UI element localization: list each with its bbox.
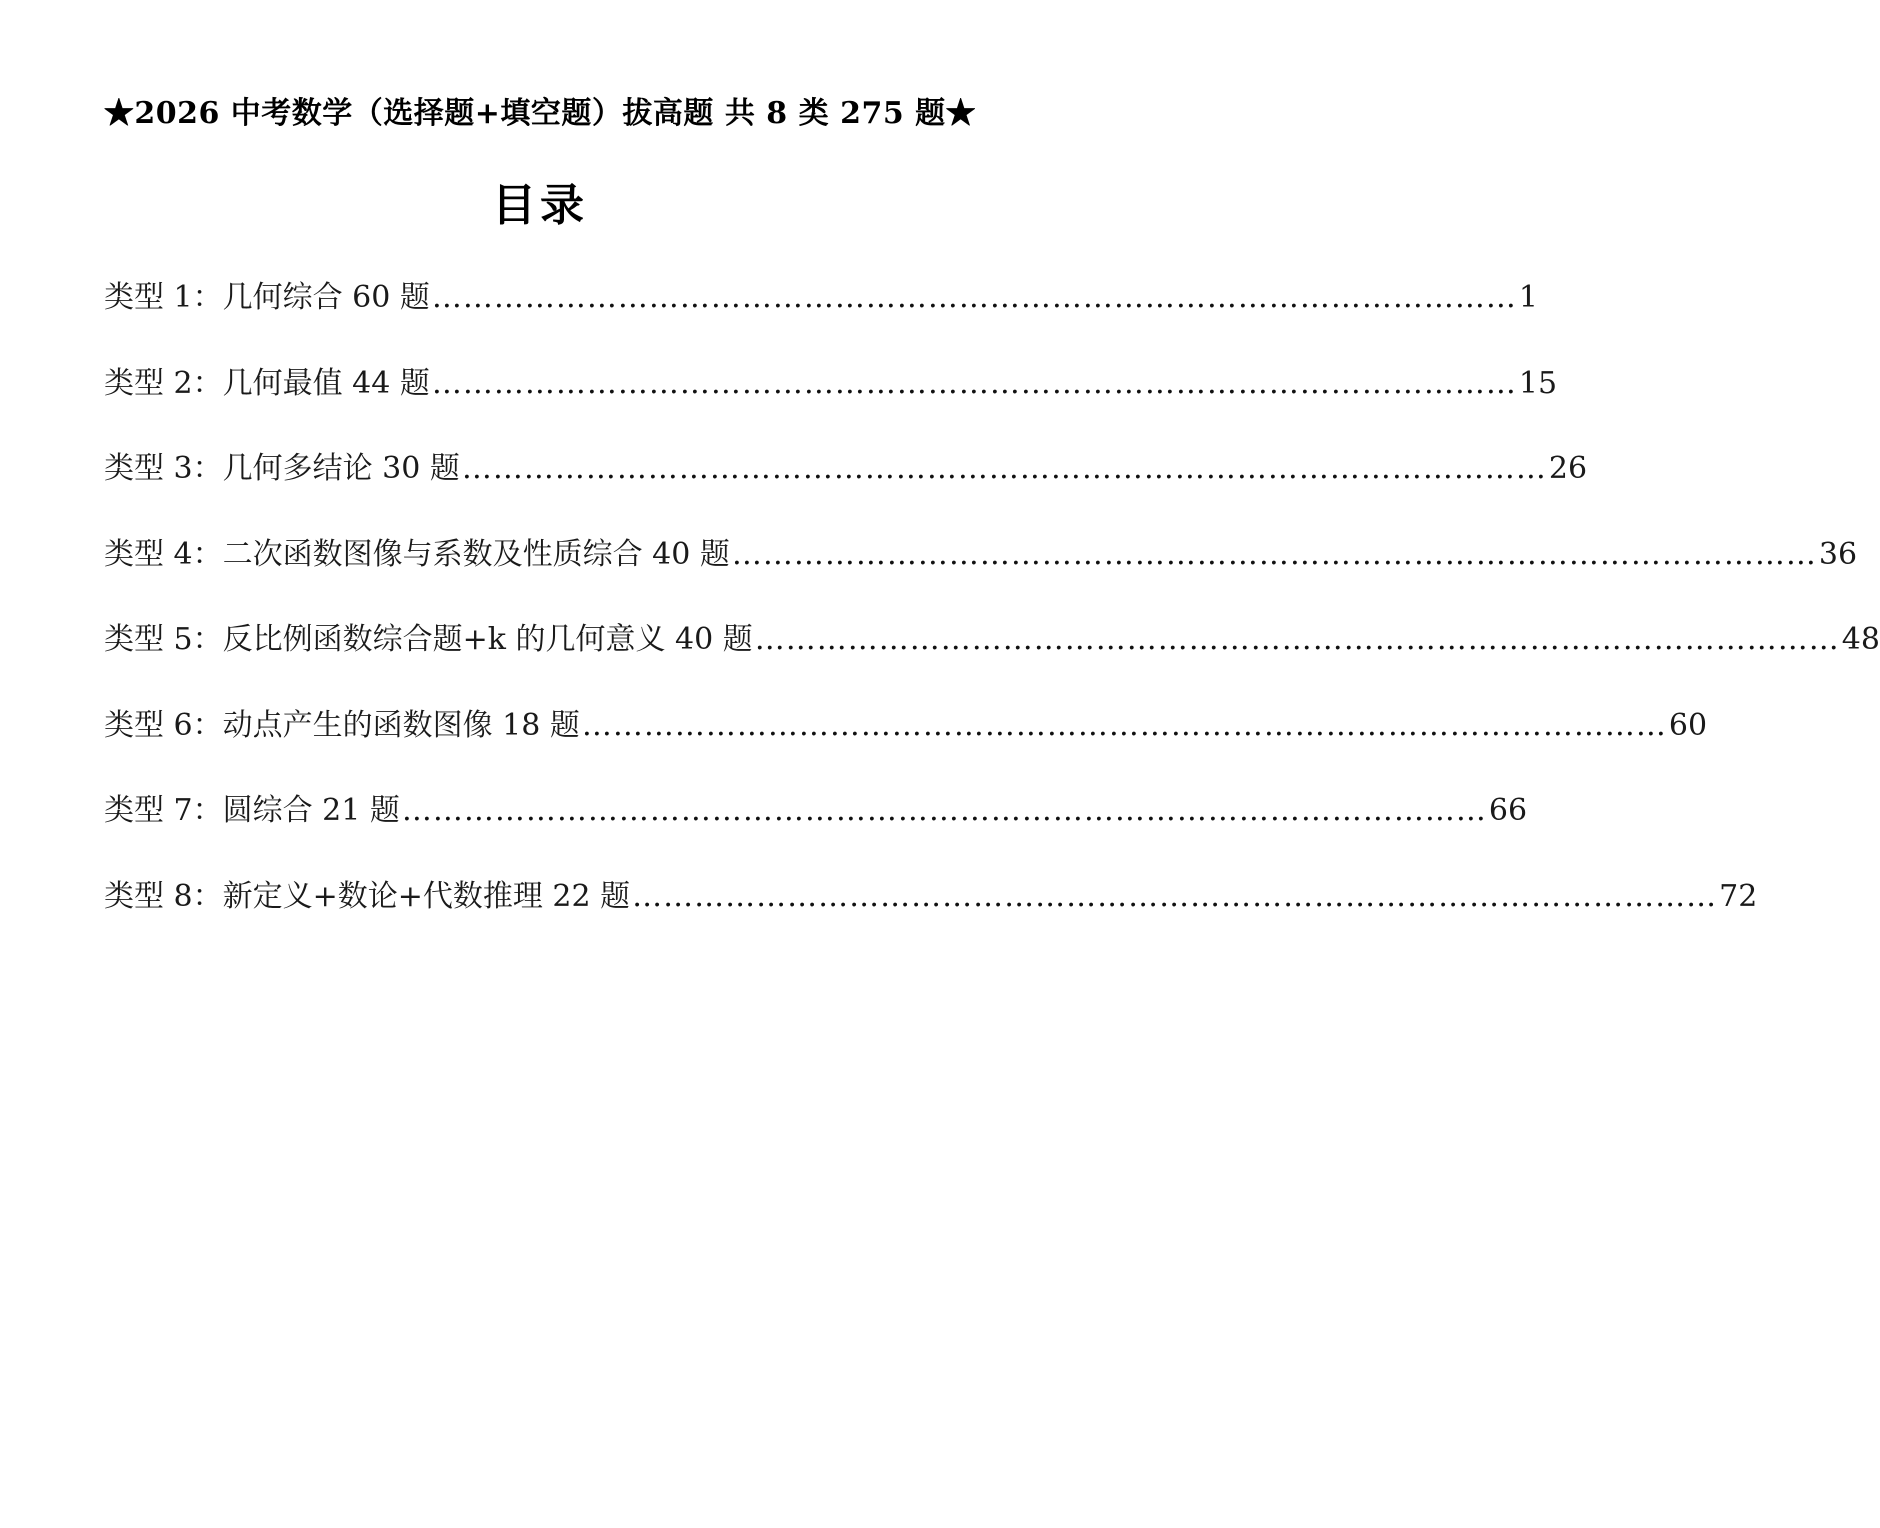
toc-page-number: 72 — [1719, 878, 1758, 914]
toc-dot-leader: …………………………………………………………………………………………… — [632, 878, 1718, 914]
toc-entry-5[interactable] — [104, 618, 1880, 704]
toc-entry-8[interactable] — [104, 875, 1758, 961]
toc-page-number: 36 — [1818, 536, 1858, 572]
toc-entry-label: 类型 8：新定义+数论+代数推理 22 题 — [104, 878, 631, 914]
toc-title: 目录 — [492, 180, 588, 231]
toc-entry-label: 类型 5：反比例函数综合题+k 的几何意义 40 题 — [104, 622, 753, 657]
toc-entry-label: 类型 3：几何多结论 30 题 — [104, 451, 460, 486]
toc-entry-label: 类型 2：几何最值 44 题 — [104, 365, 430, 401]
toc-dot-leader: …………………………………………………………………………………………… — [731, 536, 1817, 572]
toc-entry-label: 类型 4：二次函数图像与系数及性质综合 40 题 — [104, 536, 730, 572]
toc-page-number: 48 — [1841, 622, 1880, 657]
toc-dot-leader: …………………………………………………………………………………………… — [581, 707, 1667, 743]
toc-entry-label: 类型 6：动点产生的函数图像 18 题 — [104, 707, 580, 743]
toc-entry-label: 类型 1：几何综合 60 题 — [104, 280, 430, 315]
toc-page-number: 60 — [1668, 707, 1708, 743]
toc-dot-leader: …………………………………………………………………………………………… — [401, 793, 1487, 828]
toc-dot-leader: …………………………………………………………………………………………… — [461, 451, 1547, 486]
toc-entry-2[interactable] — [104, 362, 1558, 448]
toc-entry-label: 类型 7：圆综合 21 题 — [104, 793, 400, 828]
table-of-contents — [104, 276, 1880, 960]
toc-dot-leader: …………………………………………………………………………………………… — [431, 365, 1517, 401]
toc-entry-6[interactable] — [104, 704, 1708, 790]
toc-entry-1[interactable] — [104, 276, 1538, 362]
toc-page-number: 66 — [1488, 793, 1528, 828]
toc-dot-leader: …………………………………………………………………………………………… — [431, 280, 1517, 315]
toc-entry-7[interactable] — [104, 789, 1528, 875]
toc-page-number: 26 — [1548, 451, 1588, 486]
toc-page-number: 1 — [1518, 280, 1538, 315]
toc-entry-3[interactable] — [104, 447, 1588, 533]
toc-dot-leader: …………………………………………………………………………………………… — [754, 622, 1840, 657]
toc-entry-4[interactable] — [104, 533, 1858, 619]
document-header: ★2026 中考数学（选择题+填空题）拔高题 共 8 类 275 题★ — [103, 96, 977, 131]
toc-page-number: 15 — [1518, 365, 1558, 401]
